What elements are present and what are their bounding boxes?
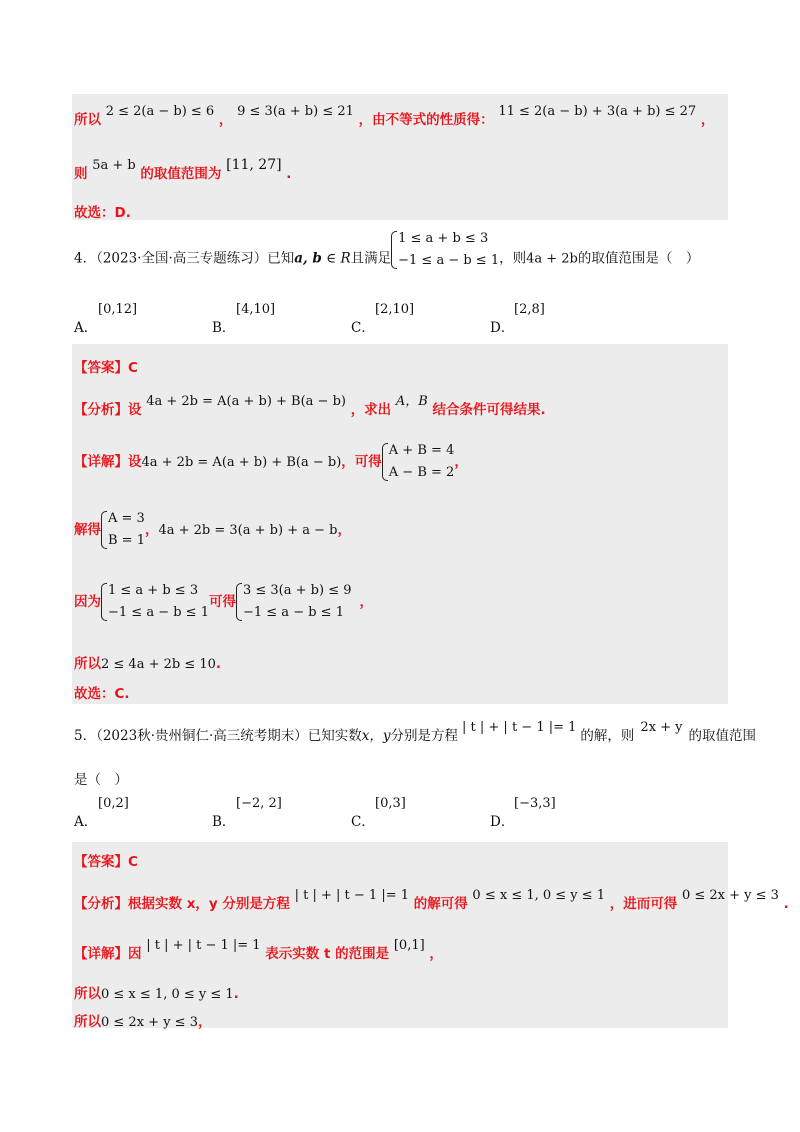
question-stem: 5．（2023秋·贵州铜仁·高三统考期末）已知实数x，y分别是方程| t | + | t − 1 |= 1的解，则2x + y的取值范围	[74, 720, 757, 744]
option-c[interactable]: C． [0,3]	[351, 796, 406, 830]
derived-system: 3 ≤ 3(a + b) ≤ 9 −1 ≤ a − b ≤ 1	[236, 580, 352, 624]
solution-line: 则 5a + b 的取值范围为 [11, 27] .	[74, 157, 292, 182]
question-stem: 4．（2023·全国·高三专题练习）已知a, b ∈ R且满足 1 ≤ a + b ≤ 3 −1 ≤ a − b ≤ 1 ，则4a + 2b的取值范围是（ ）	[74, 246, 699, 272]
conclusion-line: 所以0 ≤ x ≤ 1, 0 ≤ y ≤ 1.	[74, 986, 239, 1002]
answer-line: 【答案】C	[74, 854, 138, 870]
condition-system: 1 ≤ a + b ≤ 3 −1 ≤ a − b ≤ 1	[391, 228, 499, 272]
detail-line: 【详解】设4a + 2b = A(a + b) + B(a − b)，可得 A + B = 4 A − B = 2 ，	[74, 440, 468, 484]
analysis-line: 【分析】设 4a + 2b = A(a + b) + B(a − b) ，求出 A，B 结合条件可得结果.	[74, 394, 546, 418]
because-line: 因为 1 ≤ a + b ≤ 3 −1 ≤ a − b ≤ 1 可得 3 ≤ 3(a + b) ≤ 9 −1 ≤ a − b ≤ 1 ，	[74, 580, 373, 624]
conclusion-line: 所以2 ≤ 4a + 2b ≤ 10.	[74, 656, 222, 672]
answer-line: 【答案】C	[74, 360, 138, 376]
conclusion-line: 所以0 ≤ 2x + y ≤ 3，	[74, 1014, 212, 1030]
solution-line: 所以 2 ≤ 2(a − b) ≤ 6 ， 9 ≤ 3(a + b) ≤ 21 ，由不等式的性质得： 11 ≤ 2(a − b) + 3(a + b) ≤ 27 ，	[74, 104, 715, 128]
equation-system: A + B = 4 A − B = 2	[382, 440, 455, 484]
option-b[interactable]: B． [4,10]	[212, 302, 276, 336]
choice-line: 故选：C.	[74, 686, 130, 702]
analysis-line: 【分析】根据实数 x，y 分别是方程 | t | + | t − 1 |= 1 的解可得 0 ≤ x ≤ 1, 0 ≤ y ≤ 1 ，进而可得 0 ≤ 2x + y ≤ 3 .	[74, 888, 789, 912]
solution-system: A = 3 B = 1	[101, 508, 145, 552]
option-d[interactable]: D． [−3,3]	[490, 796, 556, 830]
condition-system: 1 ≤ a + b ≤ 3 −1 ≤ a − b ≤ 1	[101, 580, 209, 624]
question-stem-cont: 是（ ）	[74, 772, 128, 788]
option-c[interactable]: C． [2,10]	[351, 302, 415, 336]
solve-line: 解得 A = 3 B = 1 ，4a + 2b = 3(a + b) + a − b，	[74, 508, 351, 552]
option-d[interactable]: D． [2,8]	[490, 302, 545, 336]
option-b[interactable]: B． [−2, 2]	[212, 796, 282, 830]
option-a[interactable]: A． [0,12]	[74, 302, 138, 336]
detail-line: 【详解】因 | t | + | t − 1 |= 1 表示实数 t 的范围是 [0,1] ，	[74, 938, 443, 962]
option-a[interactable]: A． [0,2]	[74, 796, 129, 830]
choice-line: 故选：D.	[74, 205, 131, 221]
